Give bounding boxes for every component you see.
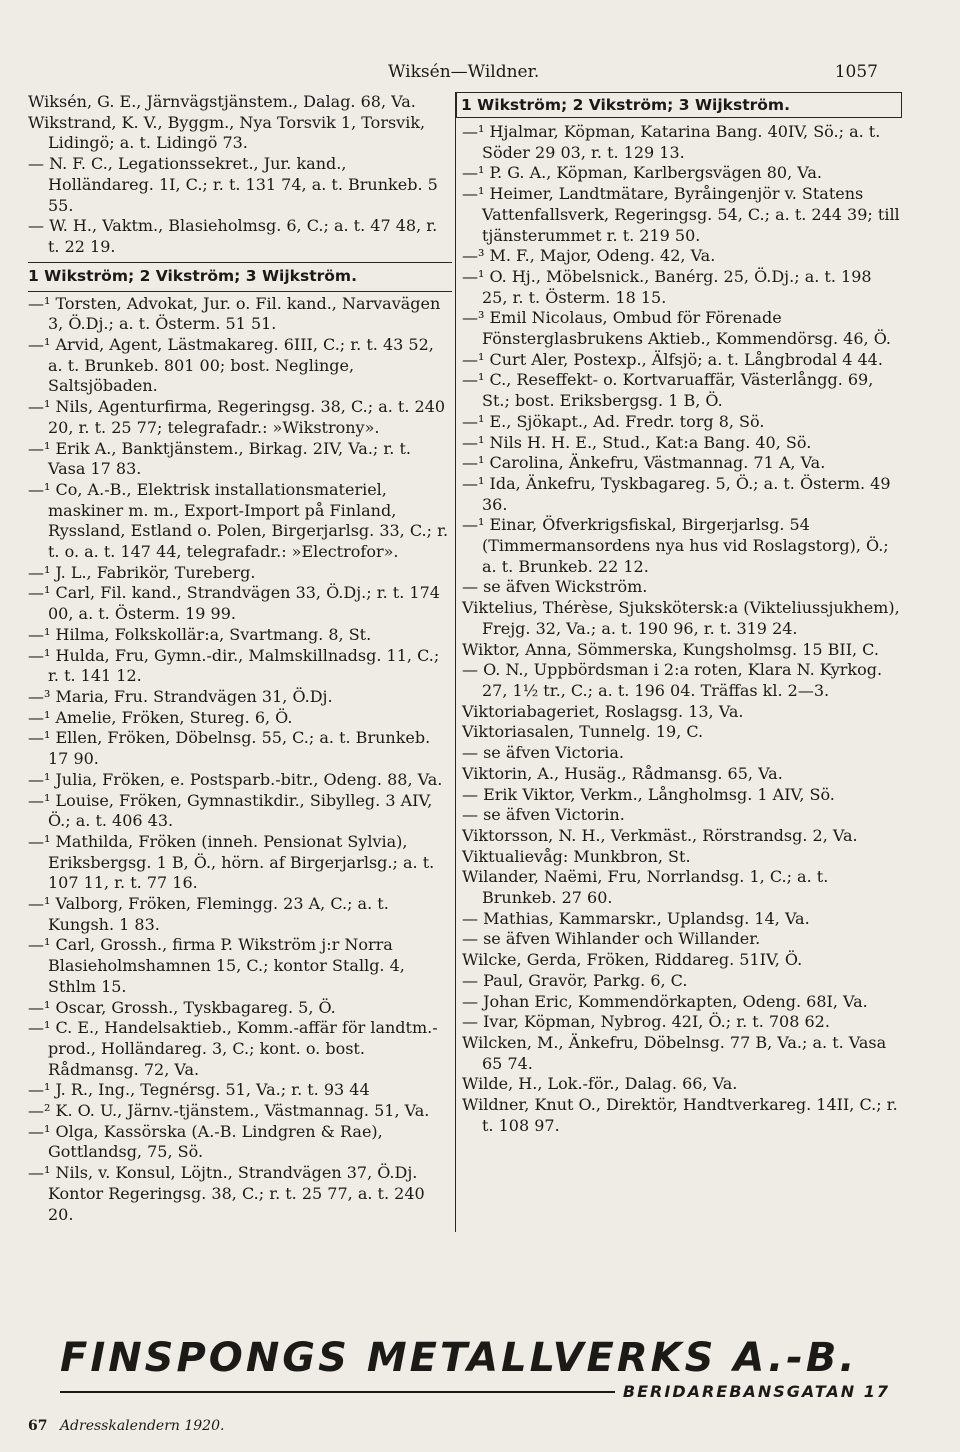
advertisement-banner bbox=[60, 1336, 890, 1401]
running-title: Wiksén—Wildner. bbox=[388, 62, 540, 82]
directory-entry: —¹ Nils H. H. E., Stud., Kat:a Bang. 40, Sö. bbox=[462, 432, 812, 452]
directory-entry: — Erik Viktor, Verkm., Långholmsg. 1 AIV, Sö. bbox=[462, 784, 835, 804]
directory-entry: —¹ O. Hj., Möbelsnick., Banérg. 25, Ö.Dj.; a. t. 198 25, r. t. Österm. 18 15. bbox=[462, 266, 872, 307]
section-heading: 1 Wikström; 2 Vikström; 3 Wijkström. bbox=[456, 92, 902, 118]
directory-entry: — se äfven Wickström. bbox=[462, 577, 648, 597]
directory-entry: —¹ Curt Aler, Postexp., Älfsjö; a. t. Långbrodal 4 44. bbox=[462, 349, 883, 369]
publication-name: Adresskalendern 1920. bbox=[59, 1418, 225, 1434]
advertisement-title: FINSPONGS METALLVERKS A.-B. bbox=[60, 1335, 858, 1381]
directory-entry: —¹ Mathilda, Fröken (inneh. Pensionat Sylvia), Eriksbergsg. 1 B, Ö., hörn. af Birgerjarlsg.; a. t. 107 11, r. t. 77 16. bbox=[28, 831, 435, 893]
left-column bbox=[28, 92, 452, 1225]
directory-entry: —¹ Hilma, Folkskollär:a, Svartmang. 8, St. bbox=[28, 624, 372, 644]
directory-entry: —¹ Nils, Agenturfirma, Regeringsg. 38, C.; a. t. 240 20, r. t. 25 77; telegrafadr.: »Wikstrony». bbox=[28, 397, 446, 437]
directory-entry: —¹ Amelie, Fröken, Stureg. 6, Ö. bbox=[28, 707, 293, 727]
directory-entry: Wilcke, Gerda, Fröken, Riddareg. 51IV, Ö. bbox=[462, 950, 803, 970]
right-column bbox=[462, 92, 902, 1136]
directory-entry: — se äfven Victoria. bbox=[462, 743, 625, 763]
directory-entry: —³ M. F., Major, Odeng. 42, Va. bbox=[462, 246, 716, 266]
directory-entry: Wikstrand, K. V., Byggm., Nya Torsvik 1, Torsvik, Lidingö; a. t. Lidingö 73. bbox=[28, 112, 426, 153]
directory-entry: —¹ Ellen, Fröken, Döbelnsg. 55, C.; a. t. Brunkeb. 17 90. bbox=[28, 728, 431, 769]
directory-entry: —¹ Julia, Fröken, e. Postsparb.-bitr., Odeng. 88, Va. bbox=[28, 769, 443, 789]
directory-entry: —¹ Nils, v. Konsul, Löjtn., Strandvägen 37, Ö.Dj. Kontor Regeringsg. 38, C.; r. t. 25 77, a. t. 240 20. bbox=[28, 1163, 425, 1224]
directory-entry: —³ Emil Nicolaus, Ombud för Förenade Fönsterglasbrukens Aktieb., Kommendörsg. 46, Ö. bbox=[462, 308, 891, 349]
directory-entry: —¹ Olga, Kassörska (A.-B. Lindgren & Rae), Gottlandsg, 75, Sö. bbox=[28, 1121, 383, 1162]
directory-entry: — se äfven Victorin. bbox=[462, 805, 625, 825]
page-number: 1057 bbox=[834, 62, 878, 82]
directory-entry: —¹ J. R., Ing., Tegnérsg. 51, Va.; r. t. 93 44 bbox=[28, 1080, 370, 1100]
directory-entry: — Mathias, Kammarskr., Uplandsg. 14, Va. bbox=[462, 908, 810, 928]
directory-entry: — W. H., Vaktm., Blasieholmsg. 6, C.; a. t. 47 48, r. t. 22 19. bbox=[28, 216, 438, 256]
directory-entry: Wildner, Knut O., Direktör, Handtverkareg. 14II, C.; r. t. 108 97. bbox=[462, 1095, 898, 1135]
directory-entry: —¹ Torsten, Advokat, Jur. o. Fil. kand., Narvavägen 3, Ö.Dj.; a. t. Österm. 51 51. bbox=[28, 293, 441, 334]
directory-entry: —³ Maria, Fru. Strandvägen 31, Ö.Dj. bbox=[28, 686, 333, 706]
directory-entry: Wilander, Naëmi, Fru, Norrlandsg. 1, C.; a. t. Brunkeb. 27 60. bbox=[462, 867, 829, 908]
directory-entry: Wiktor, Anna, Sömmerska, Kungsholmsg. 15 BII, C. bbox=[462, 639, 879, 659]
directory-entry: Viktoriabageriet, Roslagsg. 13, Va. bbox=[462, 701, 744, 721]
directory-entry: —¹ Hulda, Fru, Gymn.-dir., Malmskillnadsg. 11, C.; r. t. 141 12. bbox=[28, 645, 440, 686]
section-heading: 1 Wikström; 2 Vikström; 3 Wijkström. bbox=[28, 262, 452, 287]
directory-entry: Viktelius, Thérèse, Sjukskötersk:a (Vikteliussjukhem), Frejg. 32, Va.; a. t. 190 96, r. t. 319 24. bbox=[462, 598, 900, 638]
directory-entry: — O. N., Uppbördsman i 2:a roten, Klara N. Kyrkog. 27, 1½ tr., C.; a. t. 196 04. Träffas kl. 2—3. bbox=[462, 660, 883, 700]
directory-entry: —¹ Louise, Fröken, Gymnastikdir., Sibylleg. 3 AIV, Ö.; a. t. 406 43. bbox=[28, 790, 433, 831]
directory-entry: —¹ Oscar, Grossh., Tyskbagareg. 5, Ö. bbox=[28, 997, 336, 1017]
page-header bbox=[0, 62, 960, 86]
directory-entry: Wilcken, M., Änkefru, Döbelnsg. 77 B, Va.; a. t. Vasa 65 74. bbox=[462, 1032, 887, 1073]
directory-entry: Viktoriasalen, Tunnelg. 19, C. bbox=[462, 722, 704, 742]
directory-entry: —¹ Co, A.-B., Elektrisk installationsmateriel, maskiner m. m., Export-Import på Finland, Ryssland, Estland o. Polen, Birgerjarlsg. 33, C.; r. t. o. a. t. 147 44, telegrafadr.: »Electrofor». bbox=[28, 479, 449, 562]
directory-entry: —¹ Carl, Grossh., firma P. Wikström j:r Norra Blasieholmshamnen 15, C.; kontor Stallg. 4, Sthlm 15. bbox=[28, 935, 405, 996]
directory-entry: — Johan Eric, Kommendörkapten, Odeng. 68I, Va. bbox=[462, 991, 868, 1011]
directory-entry: —¹ C., Reseffekt- o. Kortvaruaffär, Västerlångg. 69, St.; bost. Eriksbergsg. 1 B, Ö. bbox=[462, 370, 874, 411]
directory-entry: Wilde, H., Lok.-för., Dalag. 66, Va. bbox=[462, 1074, 738, 1094]
section-rule bbox=[28, 291, 452, 292]
directory-entry: —¹ Carolina, Änkefru, Västmannag. 71 A, Va. bbox=[462, 453, 826, 473]
directory-entry: —¹ Hjalmar, Köpman, Katarina Bang. 40IV, Sö.; a. t. Söder 29 03, r. t. 129 13. bbox=[462, 122, 881, 162]
directory-entry: —¹ P. G. A., Köpman, Karlbergsvägen 80, Va. bbox=[462, 163, 822, 183]
directory-entry: —¹ C. E., Handelsaktieb., Komm.-affär för landtm.-prod., Holländareg. 3, C.; kont. o. bost. Rådmansg. 72, Va. bbox=[28, 1018, 438, 1079]
directory-entry: —¹ E., Sjökapt., Ad. Fredr. torg 8, Sö. bbox=[462, 411, 765, 431]
directory-entry: — se äfven Wihlander och Willander. bbox=[462, 929, 761, 949]
directory-entry: Viktorsson, N. H., Verkmäst., Rörstrandsg. 2, Va. bbox=[462, 825, 858, 845]
directory-entry: — Paul, Gravör, Parkg. 6, C. bbox=[462, 970, 688, 990]
directory-entry: —¹ Erik A., Banktjänstem., Birkag. 2IV, Va.; r. t. Vasa 17 83. bbox=[28, 438, 411, 479]
advertisement-rule bbox=[60, 1391, 615, 1393]
directory-entry: —¹ Arvid, Agent, Lästmakareg. 6III, C.; r. t. 43 52, a. t. Brunkeb. 801 00; bost. Neglinge, Saltsjöbaden. bbox=[28, 335, 434, 396]
directory-entry: Viktualievåg: Munkbron, St. bbox=[462, 846, 691, 866]
directory-entry: Wiksén, G. E., Järnvägstjänstem., Dalag. 68, Va. bbox=[28, 92, 416, 111]
directory-entry: —¹ Einar, Öfverkrigsfiskal, Birgerjarlsg. 54 (Timmermansordens nya hus vid Roslagstorg), Ö.; a. t. Brunkeb. 22 12. bbox=[462, 515, 889, 576]
directory-entry: —¹ Heimer, Landtmätare, Byråingenjör v. Statens Vattenfallsverk, Regeringsg. 54, C.; a. t. 244 39; till tjänsterummet r. t. 219 50. bbox=[462, 184, 900, 245]
directory-entry: — N. F. C., Legationssekret., Jur. kand., Holländareg. 1I, C.; r. t. 131 74, a. t. Brunkeb. 5 55. bbox=[28, 154, 438, 215]
directory-entry: —¹ Valborg, Fröken, Flemingg. 23 A, C.; a. t. Kungsh. 1 83. bbox=[28, 894, 389, 934]
directory-entry: — Ivar, Köpman, Nybrog. 42I, Ö.; r. t. 708 62. bbox=[462, 1012, 830, 1032]
signature-number: 67 bbox=[28, 1418, 48, 1434]
directory-entry: —¹ Ida, Änkefru, Tyskbagareg. 5, Ö.; a. t. Österm. 49 36. bbox=[462, 473, 891, 514]
directory-entry: —¹ J. L., Fabrikör, Tureberg. bbox=[28, 562, 256, 582]
directory-entry: Viktorin, A., Husäg., Rådmansg. 65, Va. bbox=[462, 763, 783, 783]
directory-entry: —² K. O. U., Järnv.-tjänstem., Västmannag. 51, Va. bbox=[28, 1101, 430, 1121]
directory-entry: —¹ Carl, Fil. kand., Strandvägen 33, Ö.Dj.; r. t. 174 00, a. t. Österm. 19 99. bbox=[28, 583, 440, 624]
column-divider bbox=[455, 92, 456, 1232]
advertisement-address: BERIDAREBANSGATAN 17 bbox=[622, 1382, 890, 1401]
page-footer bbox=[28, 1418, 224, 1434]
